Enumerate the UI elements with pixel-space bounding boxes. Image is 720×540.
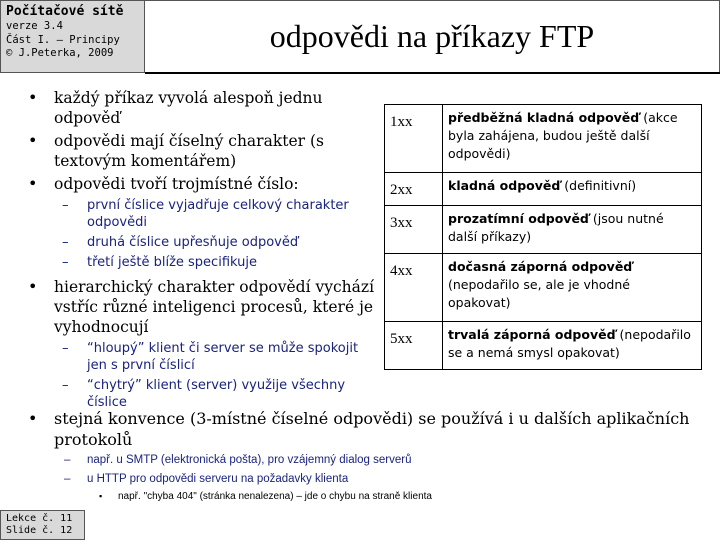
- dash-icon: –: [62, 198, 69, 213]
- sub-sub-list-item-text: např. "chyba 404" (stránka nenalezena) – jde o chybu na straně klienta: [118, 491, 432, 502]
- bullet-icon: •: [28, 277, 38, 296]
- course-info-box: [0, 0, 145, 73]
- sub-list-item-text: druhá číslice upřesňuje odpověď: [87, 235, 299, 250]
- list-item: [22, 88, 382, 128]
- sub-list-item-text: třetí ještě blíže specifikuje: [87, 255, 257, 270]
- response-class-note: (jsou nutné další příkazy): [448, 210, 664, 244]
- bullet-icon: •: [28, 88, 38, 107]
- response-class-label: dočasná záporná odpověď: [448, 259, 633, 275]
- response-code-cell: 4xx: [385, 254, 443, 322]
- dash-icon: –: [62, 235, 69, 250]
- course-title: Počítačové sítě: [6, 4, 124, 19]
- response-code-cell: 3xx: [385, 205, 443, 253]
- header-divider: [145, 72, 720, 74]
- bottom-bullet-section: [22, 408, 702, 504]
- table-row: [385, 254, 702, 322]
- table-row: [385, 172, 702, 205]
- list-item-text: odpovědi tvoří trojmístné číslo:: [54, 175, 299, 193]
- response-code-table: [384, 104, 702, 370]
- sub-list-item: [22, 471, 702, 488]
- slide-number: Slide č. 12: [6, 525, 73, 536]
- slide-title-box: [145, 0, 720, 73]
- bullet-icon: •: [28, 174, 38, 193]
- lecture-number: Lekce č. 11: [6, 513, 73, 524]
- dash-icon: –: [62, 255, 69, 270]
- response-class-label: trvalá záporná odpověď: [448, 326, 616, 342]
- left-bullet-list: [22, 88, 382, 414]
- response-class-note: (definitivní): [560, 177, 637, 193]
- sub-list-item-text: např. u SMTP (elektronická pošta), pro vzájemný dialog serverů: [87, 454, 412, 466]
- list-item-text: odpovědi mají číselný charakter (s textovým komentářem): [54, 132, 324, 170]
- bullet-icon: •: [28, 131, 38, 150]
- sub-list-item: [22, 340, 382, 374]
- response-description-cell: [443, 105, 702, 173]
- response-description-cell: [443, 254, 702, 322]
- dash-icon: –: [62, 341, 69, 356]
- list-item: [22, 174, 382, 194]
- list-item: [22, 408, 702, 450]
- sub-list-item-text: u HTTP pro odpovědi serveru na požadavky klienta: [87, 473, 349, 485]
- table-row: [385, 321, 702, 369]
- slide-title: odpovědi na příkazy FTP: [269, 18, 595, 54]
- list-item-text: stejná konvence (3-místné číselné odpovědi) se používá i u dalších aplikačních protokolů: [54, 409, 690, 449]
- sub-list-item: [22, 197, 382, 231]
- dash-icon: –: [64, 473, 71, 485]
- sub-list-item-text: “chytrý” klient (server) využije všechny číslice: [87, 378, 346, 410]
- response-code-cell: 2xx: [385, 172, 443, 205]
- course-version: verze 3.4: [6, 20, 63, 32]
- dash-icon: –: [64, 454, 71, 466]
- response-class-note: (nepodařilo se, ale je vhodné opakovat): [448, 277, 630, 311]
- sub-list-item: [22, 254, 382, 271]
- sub-sub-list-item: [22, 489, 702, 504]
- sub-list-item-text: první číslice vyjadřuje celkový charakter odpovědi: [87, 198, 349, 230]
- list-item-text: každý příkaz vyvolá alespoň jednu odpověď: [54, 89, 323, 127]
- sub-list-item: [22, 452, 702, 469]
- table-row: [385, 205, 702, 253]
- sub-list-item: [22, 234, 382, 251]
- list-item-text: hierarchický charakter odpovědí vychází vstříc různé inteligenci procesů, které je vyhodnocují: [54, 278, 375, 336]
- response-class-note: (nepodařilo se a nemá smysl opakovat): [448, 326, 691, 360]
- list-item: [22, 131, 382, 171]
- response-class-note: (akce byla zahájena, budou ještě další odpovědi): [448, 110, 678, 161]
- response-description-cell: [443, 321, 702, 369]
- bullet-icon: •: [28, 409, 38, 428]
- response-class-label: kladná odpověď: [448, 177, 561, 193]
- square-bullet-icon: ▪: [99, 491, 103, 501]
- sub-list-item: [22, 377, 382, 411]
- response-description-cell: [443, 205, 702, 253]
- response-code-cell: 5xx: [385, 321, 443, 369]
- dash-icon: –: [62, 378, 69, 393]
- response-class-label: prozatímní odpověď: [448, 210, 589, 226]
- slide-footer: [0, 510, 85, 540]
- response-description-cell: [443, 172, 702, 205]
- sub-list-item-text: “hloupý” klient či server se může spokojit jen s první číslicí: [87, 341, 359, 373]
- course-part: Část I. – Principy: [6, 33, 120, 46]
- table-row: [385, 105, 702, 173]
- list-item: [22, 277, 382, 337]
- response-class-label: předběžná kladná odpověď: [448, 110, 640, 125]
- response-code-cell: 1xx: [385, 105, 443, 173]
- course-author: © J.Peterka, 2009: [6, 47, 114, 59]
